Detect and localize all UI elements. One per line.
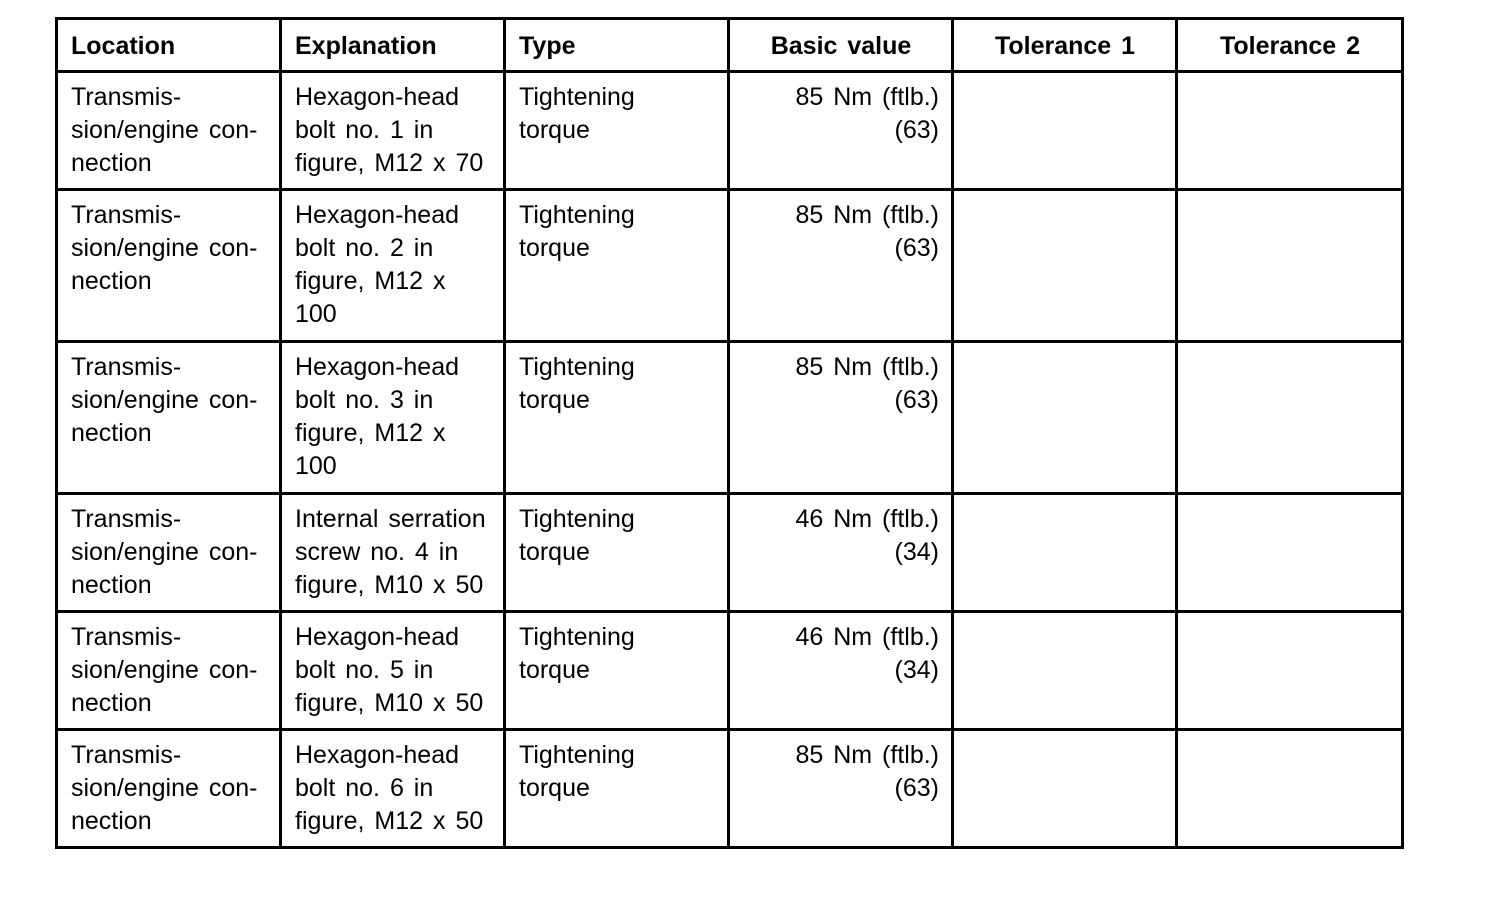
table-row	[57, 612, 1403, 730]
cell-tolerance-2	[1177, 612, 1403, 730]
table-row	[57, 730, 1403, 848]
cell-type: Tightening torque	[505, 494, 729, 612]
cell-type: Tightening torque	[505, 730, 729, 848]
table-row	[57, 494, 1403, 612]
cell-explanation: Hexagon-head bolt no. 3 in figure, M12 x 100	[281, 342, 505, 494]
cell-tolerance-1	[953, 612, 1177, 730]
table-row	[57, 190, 1403, 342]
cell-tolerance-1	[953, 190, 1177, 342]
cell-tolerance-2	[1177, 730, 1403, 848]
header-location: Location	[57, 19, 281, 72]
header-tolerance-2: Tolerance 2	[1177, 19, 1403, 72]
cell-basic-value: 85 Nm (ftlb.) (63)	[729, 72, 953, 190]
table-row	[57, 72, 1403, 190]
cell-type: Tightening torque	[505, 190, 729, 342]
cell-explanation: Hexagon-head bolt no. 6 in figure, M12 x 50	[281, 730, 505, 848]
cell-tolerance-1	[953, 342, 1177, 494]
cell-tolerance-1	[953, 72, 1177, 190]
cell-location: Transmis- sion/engine con- nection	[57, 342, 281, 494]
cell-type: Tightening torque	[505, 612, 729, 730]
cell-location: Transmis- sion/engine con- nection	[57, 612, 281, 730]
cell-basic-value: 46 Nm (ftlb.) (34)	[729, 494, 953, 612]
cell-location: Transmis- sion/engine con- nection	[57, 730, 281, 848]
header-basic-value: Basic value	[729, 19, 953, 72]
cell-basic-value: 85 Nm (ftlb.) (63)	[729, 342, 953, 494]
header-type: Type	[505, 19, 729, 72]
cell-tolerance-2	[1177, 494, 1403, 612]
table-header-row	[57, 19, 1403, 72]
cell-basic-value: 46 Nm (ftlb.) (34)	[729, 612, 953, 730]
cell-location: Transmis- sion/engine con- nection	[57, 190, 281, 342]
torque-spec-table	[55, 17, 1404, 849]
cell-location: Transmis- sion/engine con- nection	[57, 72, 281, 190]
cell-explanation: Hexagon-head bolt no. 5 in figure, M10 x 50	[281, 612, 505, 730]
cell-explanation: Internal serration screw no. 4 in figure, M10 x 50	[281, 494, 505, 612]
cell-type: Tightening torque	[505, 72, 729, 190]
cell-tolerance-2	[1177, 342, 1403, 494]
cell-explanation: Hexagon-head bolt no. 2 in figure, M12 x 100	[281, 190, 505, 342]
cell-tolerance-2	[1177, 190, 1403, 342]
cell-tolerance-1	[953, 494, 1177, 612]
cell-basic-value: 85 Nm (ftlb.) (63)	[729, 730, 953, 848]
header-explanation: Explanation	[281, 19, 505, 72]
cell-explanation: Hexagon-head bolt no. 1 in figure, M12 x 70	[281, 72, 505, 190]
header-tolerance-1: Tolerance 1	[953, 19, 1177, 72]
cell-basic-value: 85 Nm (ftlb.) (63)	[729, 190, 953, 342]
table-row	[57, 342, 1403, 494]
cell-tolerance-1	[953, 730, 1177, 848]
cell-location: Transmis- sion/engine con- nection	[57, 494, 281, 612]
cell-type: Tightening torque	[505, 342, 729, 494]
cell-tolerance-2	[1177, 72, 1403, 190]
